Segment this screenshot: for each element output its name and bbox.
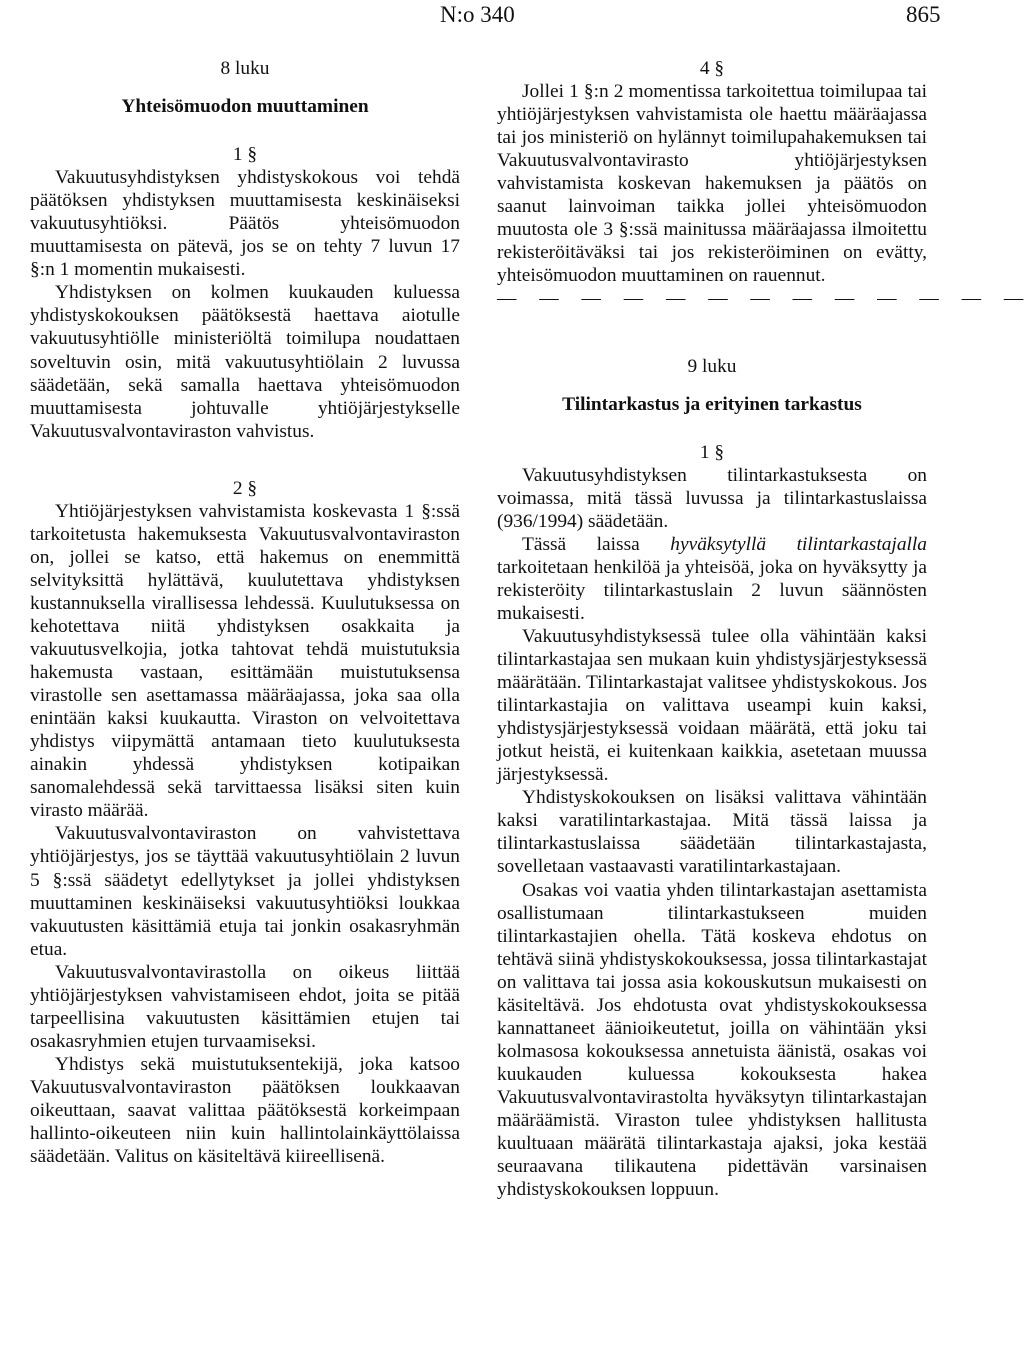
section-heading: 4 § bbox=[699, 58, 725, 79]
paragraph: Vakuutusyhdistyksessä tulee olla vähintään kaksi tilintarkastajaa sen mukaan kuin yhdistysjärjestyksessä määrätään. Tilintarkastajat valitsee yhdistyskokous. Jos tilintarkastajia on valittava useampi kuin kaksi, yhdistysjärjestyksessä voidaan määrätä, että joku tai jotkut heistä, ei kuitenkaan kaikkia, asetetaan muussa järjestyksessä. bbox=[497, 625, 927, 786]
section-heading: 1 § bbox=[699, 441, 725, 463]
page-number: 865 bbox=[906, 2, 941, 27]
text-span: Tässä laissa bbox=[522, 533, 671, 555]
paragraph: Jollei 1 §:n 2 momentissa tarkoitettua toimilupaa tai yhtiöjärjestyksen vahvistamista ole haettu määräajassa tai jos ministeriö on hylännyt toimilupahakemuksen tai Vakuutusvalvontavirasto yhtiöjärjestyksen vahvistamista koskevan hakemuksen ja päätös on saanut lainvoiman taikka jollei yhteisömuodon muutosta ole 3 §:ssä mainitussa määräajassa ilmoitettu rekisteröitäväksi tai jos rekisteröiminen on evätty, yhteisömuodon muuttaminen on rauennut. bbox=[497, 81, 927, 287]
paragraph: Osakas voi vaatia yhden tilintarkastajan asettamista osallistumaan tilintarkastukseen muiden tilintarkastajien ohella. Tätä koskeva ehdotus on tehtävä siinä yhdistyskokouksessa, jossa tilintarkastajat on valittava tai jossa asia kokouskutsun mukaisesti on käsiteltävä. Jos ehdotusta ovat yhdistyskokouksessa kannattaneet äänioikeutetut, joilla on vähintään yksi kolmasosa kokouksessa annetuista äänistä, osakas voi kuukauden kuluessa kokouksesta hakea Vakuutusvalvontavirastolta hyväksytyn tilintarkastajan määräämistä. Viraston tulee yhdistyksen hallitusta kuultuaan määrätä tilintarkastaja ajaksi, joka kestää seuraavana tilikautena pidettävän varsinaisen yhdistyskokouksen loppuun. bbox=[497, 879, 927, 1201]
section-heading: 1 § bbox=[232, 144, 258, 166]
right-column bbox=[497, 57, 1032, 1201]
chapter-number: 9 luku bbox=[687, 355, 737, 377]
issue-number: N:o 340 bbox=[440, 2, 515, 27]
paragraph bbox=[497, 533, 927, 625]
section-heading: 2 § bbox=[232, 477, 258, 499]
chapter-title: Yhteisömuodon muuttaminen bbox=[121, 96, 369, 118]
omission-line: — — — — — — — — — — — — — bbox=[497, 288, 1032, 310]
left-column bbox=[30, 57, 460, 1168]
paragraph: Yhdistyskokouksen on lisäksi valittava vähintään kaksi varatilintarkastajaa. Mitä tässä laissa ja tilintarkastuslaissa säädetään tilintarkastajasta, sovelletaan vastaavasti varatilintarkastajaan. bbox=[497, 787, 927, 878]
paragraph: Vakuutusyhdistyksen tilintarkastuksesta on voimassa, mitä tässä luvussa ja tilintarkastuslaissa (936/1994) säädetään. bbox=[497, 464, 927, 532]
paragraph: Yhtiöjärjestyksen vahvistamista koskevasta 1 §:ssä tarkoitetusta hakemuksesta Vakuutusvalvontaviraston on, jollei se katso, että hakemus on enemmittä selvityksittä hylättävä, kuulutettava yhdistyksen kustannuksella virallisessa lehdessä. Kuulutuksessa on kehotettava niitä yhdistyksen osakkaita ja vakuutusvelkojia, jotka tahtovat tehdä muistutuksia hakemusta vastaan, esittämään muistutuksensa virastolle sen asettamassa määräajassa, joka saa olla enintään kaksi kuukautta. Viraston on velvoitettava yhdistys viipymättä antamaan tieto kuulutuksesta ainakin yhdessä yhdistyksen kotipaikan sanomalehdessä sekä tarvittaessa lisäksi siten kuin virasto määrää. bbox=[30, 500, 460, 822]
paragraph: Vakuutusyhdistyksen yhdistyskokous voi tehdä päätöksen yhdistyksen muuttamisesta keskinäiseksi vakuutusyhtiöksi. Päätös yhteisömuodon muuttamisesta on pätevä, jos se on tehty 7 luvun 17 §:n 1 momentin mukaisesti. bbox=[30, 167, 460, 281]
chapter-number: 8 luku bbox=[220, 58, 270, 79]
page-header bbox=[0, 0, 960, 30]
text-span: tarkoitetaan henkilöä ja yhteisöä, joka on hyväksytty ja rekisteröity tilintarkastuslain 2 luvun säännösten mukaisesti. bbox=[497, 556, 927, 624]
paragraph: Vakuutusvalvontaviraston on vahvistettava yhtiöjärjestys, jos se täyttää vakuutusyhtiölain 2 luvun 5 §:ssä säädetyt edellytykset ja jollei yhdistyksen muuttaminen keskinäiseksi vakuutusyhtiöksi loukkaa vakuutusten käsittämiä etuja tai jonkin osakasryhmän etua. bbox=[30, 823, 460, 960]
paragraph: Yhdistyksen on kolmen kuukauden kuluessa yhdistyskokouksen päätöksestä haettava aiotulle vakuutusyhtiölle ministeriöltä toimilupa noudattaen soveltuvin osin, mitä vakuutusyhtiölain 2 luvussa säädetään, sekä samalla haettava yhteisömuodon muuttamisesta johtuvalle yhtiöjärjestykselle Vakuutusvalvontaviraston vahvistus. bbox=[30, 282, 460, 442]
chapter-title: Tilintarkastus ja erityinen tarkastus bbox=[562, 393, 862, 415]
defined-term: hyväksytyllä tilintarkastajalla bbox=[670, 533, 927, 555]
paragraph: Yhdistys sekä muistutuksentekijä, joka katsoo Vakuutusvalvontaviraston päätöksen loukkaavan oikeuttaan, saavat valittaa päätöksestä korkeimpaan hallinto-oikeuteen niin kuin hallintolainkäyttölaissa säädetään. Valitus on käsiteltävä kiireellisenä. bbox=[30, 1053, 460, 1168]
paragraph: Vakuutusvalvontavirastolla on oikeus liittää yhtiöjärjestyksen vahvistamiseen ehdot, joita se pitää tarpeellisina vakuutusten käsittämien etujen tai osakasryhmien etujen turvaamiseksi. bbox=[30, 961, 460, 1052]
